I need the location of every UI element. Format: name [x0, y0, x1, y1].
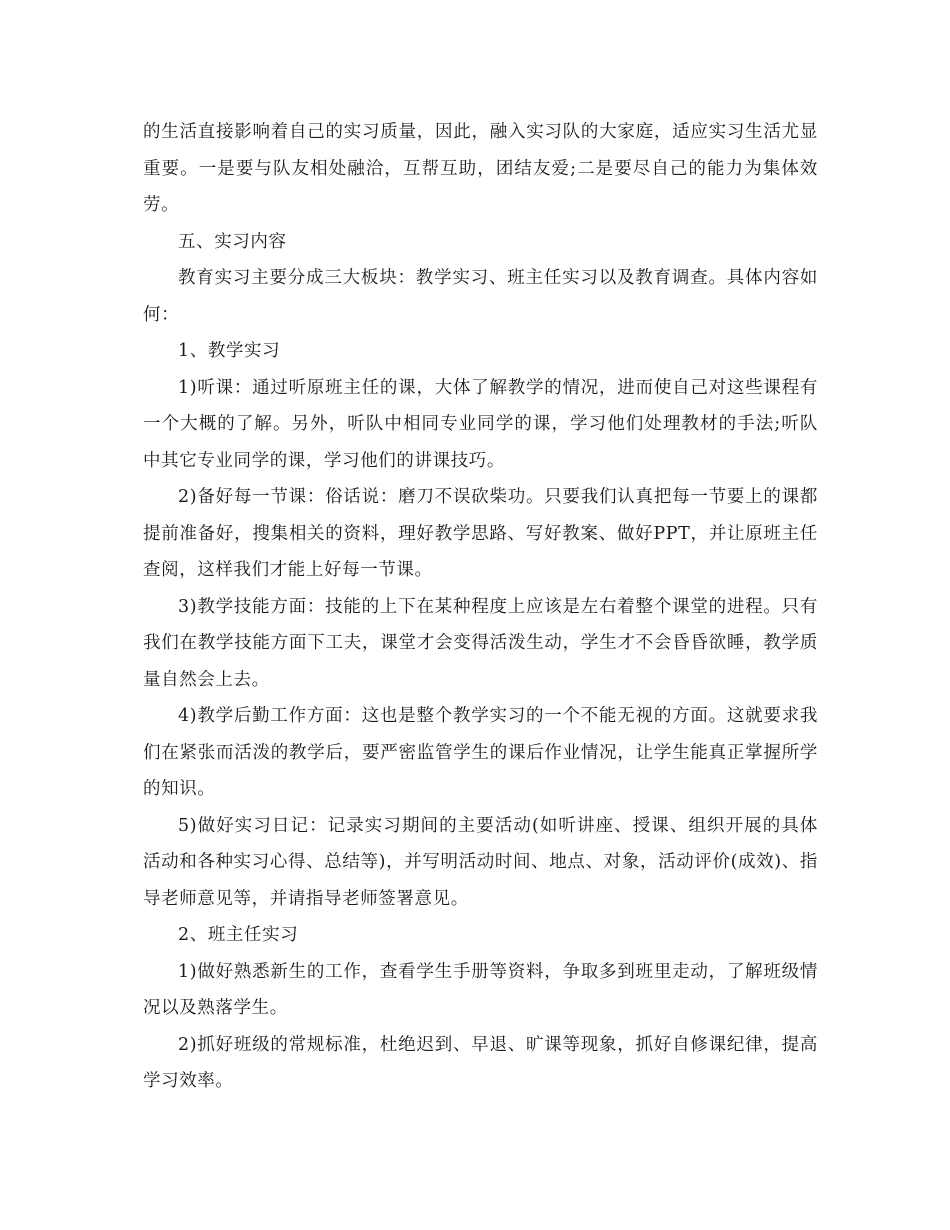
paragraph-item-new-students: 1)做好熟悉新生的工作，查看学生手册等资料，争取多到班里走动，了解班级情况以及熟落学生。: [143, 961, 818, 1018]
document-body: [143, 114, 818, 1100]
paragraph-overview: 教育实习主要分成三大板块：教学实习、班主任实习以及教育调查。具体内容如何：: [143, 268, 818, 325]
subheading-class-teacher-internship: 2、班主任实习: [178, 925, 299, 945]
subheading-teaching-internship: 1、教学实习: [178, 341, 281, 361]
paragraph-item-class-routine: 2)抓好班级的常规标准，杜绝迟到、早退、旷课等现象，抓好自修课纪律，提高学习效率。: [143, 1034, 818, 1091]
paragraph-item-skills: 3)教学技能方面：技能的上下在某种程度上应该是左右着整个课堂的进程。只有我们在教学技能方面下工夫，课堂才会变得活泼生动，学生才不会昏昏欲睡，教学质量自然会上去。: [143, 596, 818, 690]
paragraph-continuation: 的生活直接影响着自己的实习质量，因此，融入实习队的大家庭，适应实习生活尤显重要。一是要与队友相处融洽，互帮互助，团结友爱;二是要尽自己的能力为集体效劳。: [143, 122, 818, 215]
paragraph-item-preparation: 2)备好每一节课：俗话说：磨刀不误砍柴功。只要我们认真把每一节要上的课都提前准备好，搜集相关的资料，理好教学思路、写好教案、做好PPT，并让原班主任查阅，这样我们才能上好每一节课。: [143, 487, 818, 580]
paragraph-item-diary: 5)做好实习日记：记录实习期间的主要活动(如听讲座、授课、组织开展的具体活动和各种实习心得、总结等)，并写明活动时间、地点、对象，活动评价(成效)、指导老师意见等，并请指导老师签署意见。: [143, 815, 818, 909]
paragraph-item-logistics: 4)教学后勤工作方面：这也是整个教学实习的一个不能无视的方面。这就要求我们在紧张而活泼的教学后，要严密监管学生的课后作业情况，让学生能真正掌握所学的知识。: [143, 706, 818, 799]
paragraph-item-listening: 1)听课：通过听原班主任的课，大体了解教学的情况，进而使自己对这些课程有一个大概的了解。另外，听队中相同专业同学的课，学习他们处理教材的手法;听队中其它专业同学的课，学习他们的讲课技巧。: [143, 377, 818, 471]
section-heading-internship-content: 五、实习内容: [178, 231, 287, 252]
